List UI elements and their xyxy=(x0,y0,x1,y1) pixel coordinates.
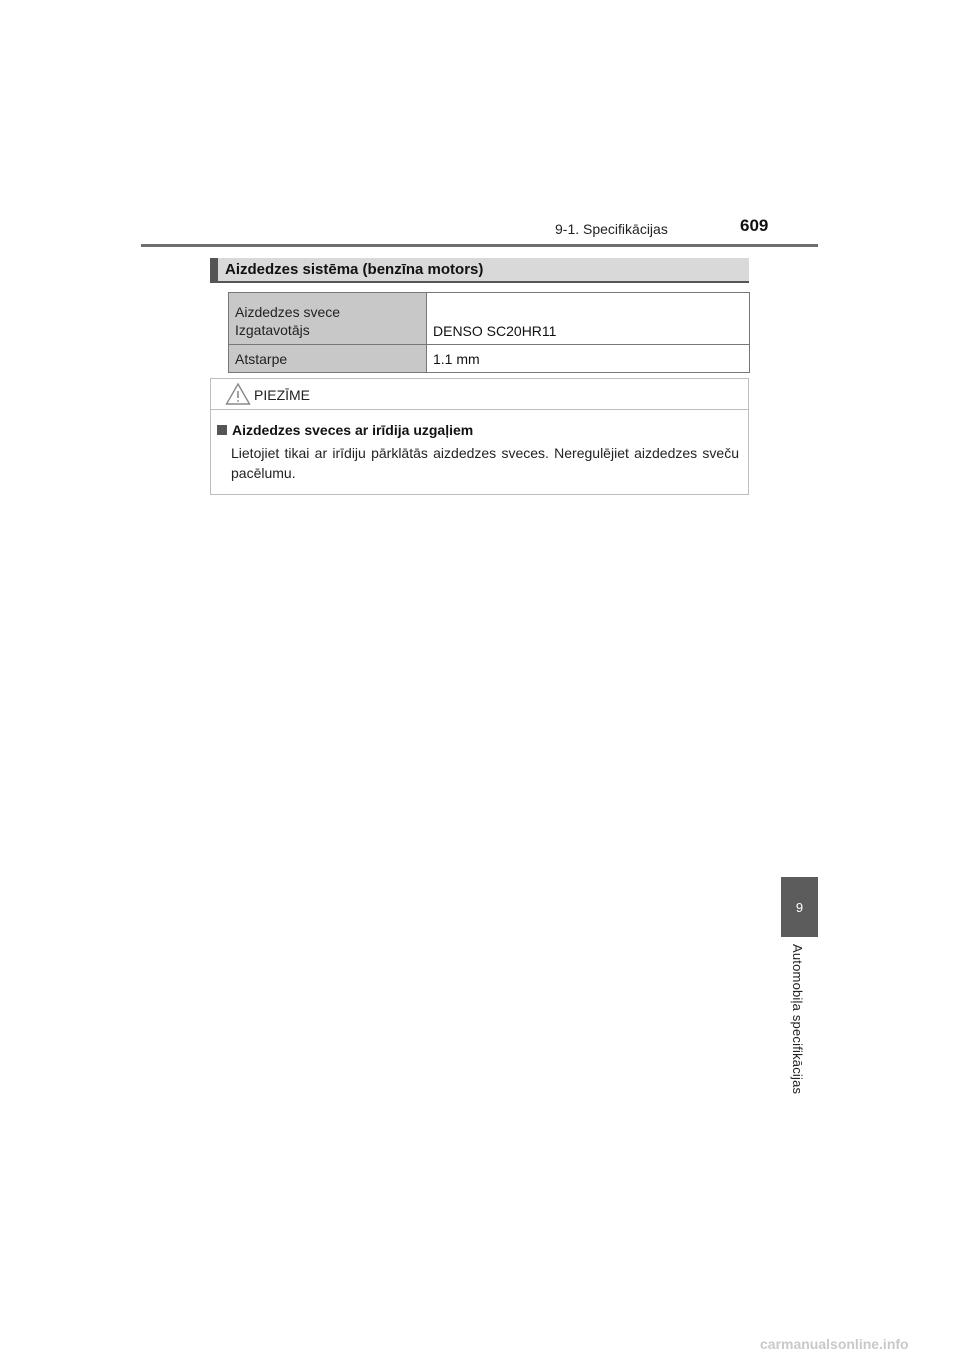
bullet-square-icon xyxy=(217,425,227,435)
spec-label: Atstarpe xyxy=(229,345,427,373)
table-row xyxy=(229,293,750,345)
page-number: 609 xyxy=(740,216,769,235)
section-heading-bar xyxy=(210,258,218,281)
note-header xyxy=(211,379,748,410)
section-title: Aizdedzes sistēma (benzīna motors) xyxy=(225,261,484,278)
note-item-title-text: Aizdedzes sveces ar irīdija uzgaļiem xyxy=(232,422,474,438)
header-divider xyxy=(141,244,818,247)
note-title: PIEZĪME xyxy=(254,387,311,403)
spec-value: 1.1 mm xyxy=(427,345,750,373)
chapter-tab: 9 xyxy=(781,877,818,937)
chapter-title: Automobiļa specifikācijas xyxy=(790,944,805,1095)
spec-label-line: Izgatavotājs xyxy=(235,322,310,338)
section-label: 9-1. Specifikācijas xyxy=(555,221,668,237)
spec-value: DENSO SC20HR11 xyxy=(427,293,750,345)
note-box xyxy=(210,378,749,495)
spec-label xyxy=(229,293,427,345)
table-row xyxy=(229,345,750,373)
warning-triangle-icon xyxy=(225,382,251,406)
spec-label-line: Aizdedzes svece xyxy=(235,304,341,320)
watermark: carmanualsonline.info xyxy=(760,1336,909,1352)
note-body: Lietojiet tikai ar irīdiju pārklātās aizdedzes sveces. Neregulējiet aizdedzes sveču pacēlumu. xyxy=(231,445,739,481)
note-item-title xyxy=(217,422,473,438)
section-heading xyxy=(210,258,749,283)
spec-table xyxy=(228,292,750,373)
